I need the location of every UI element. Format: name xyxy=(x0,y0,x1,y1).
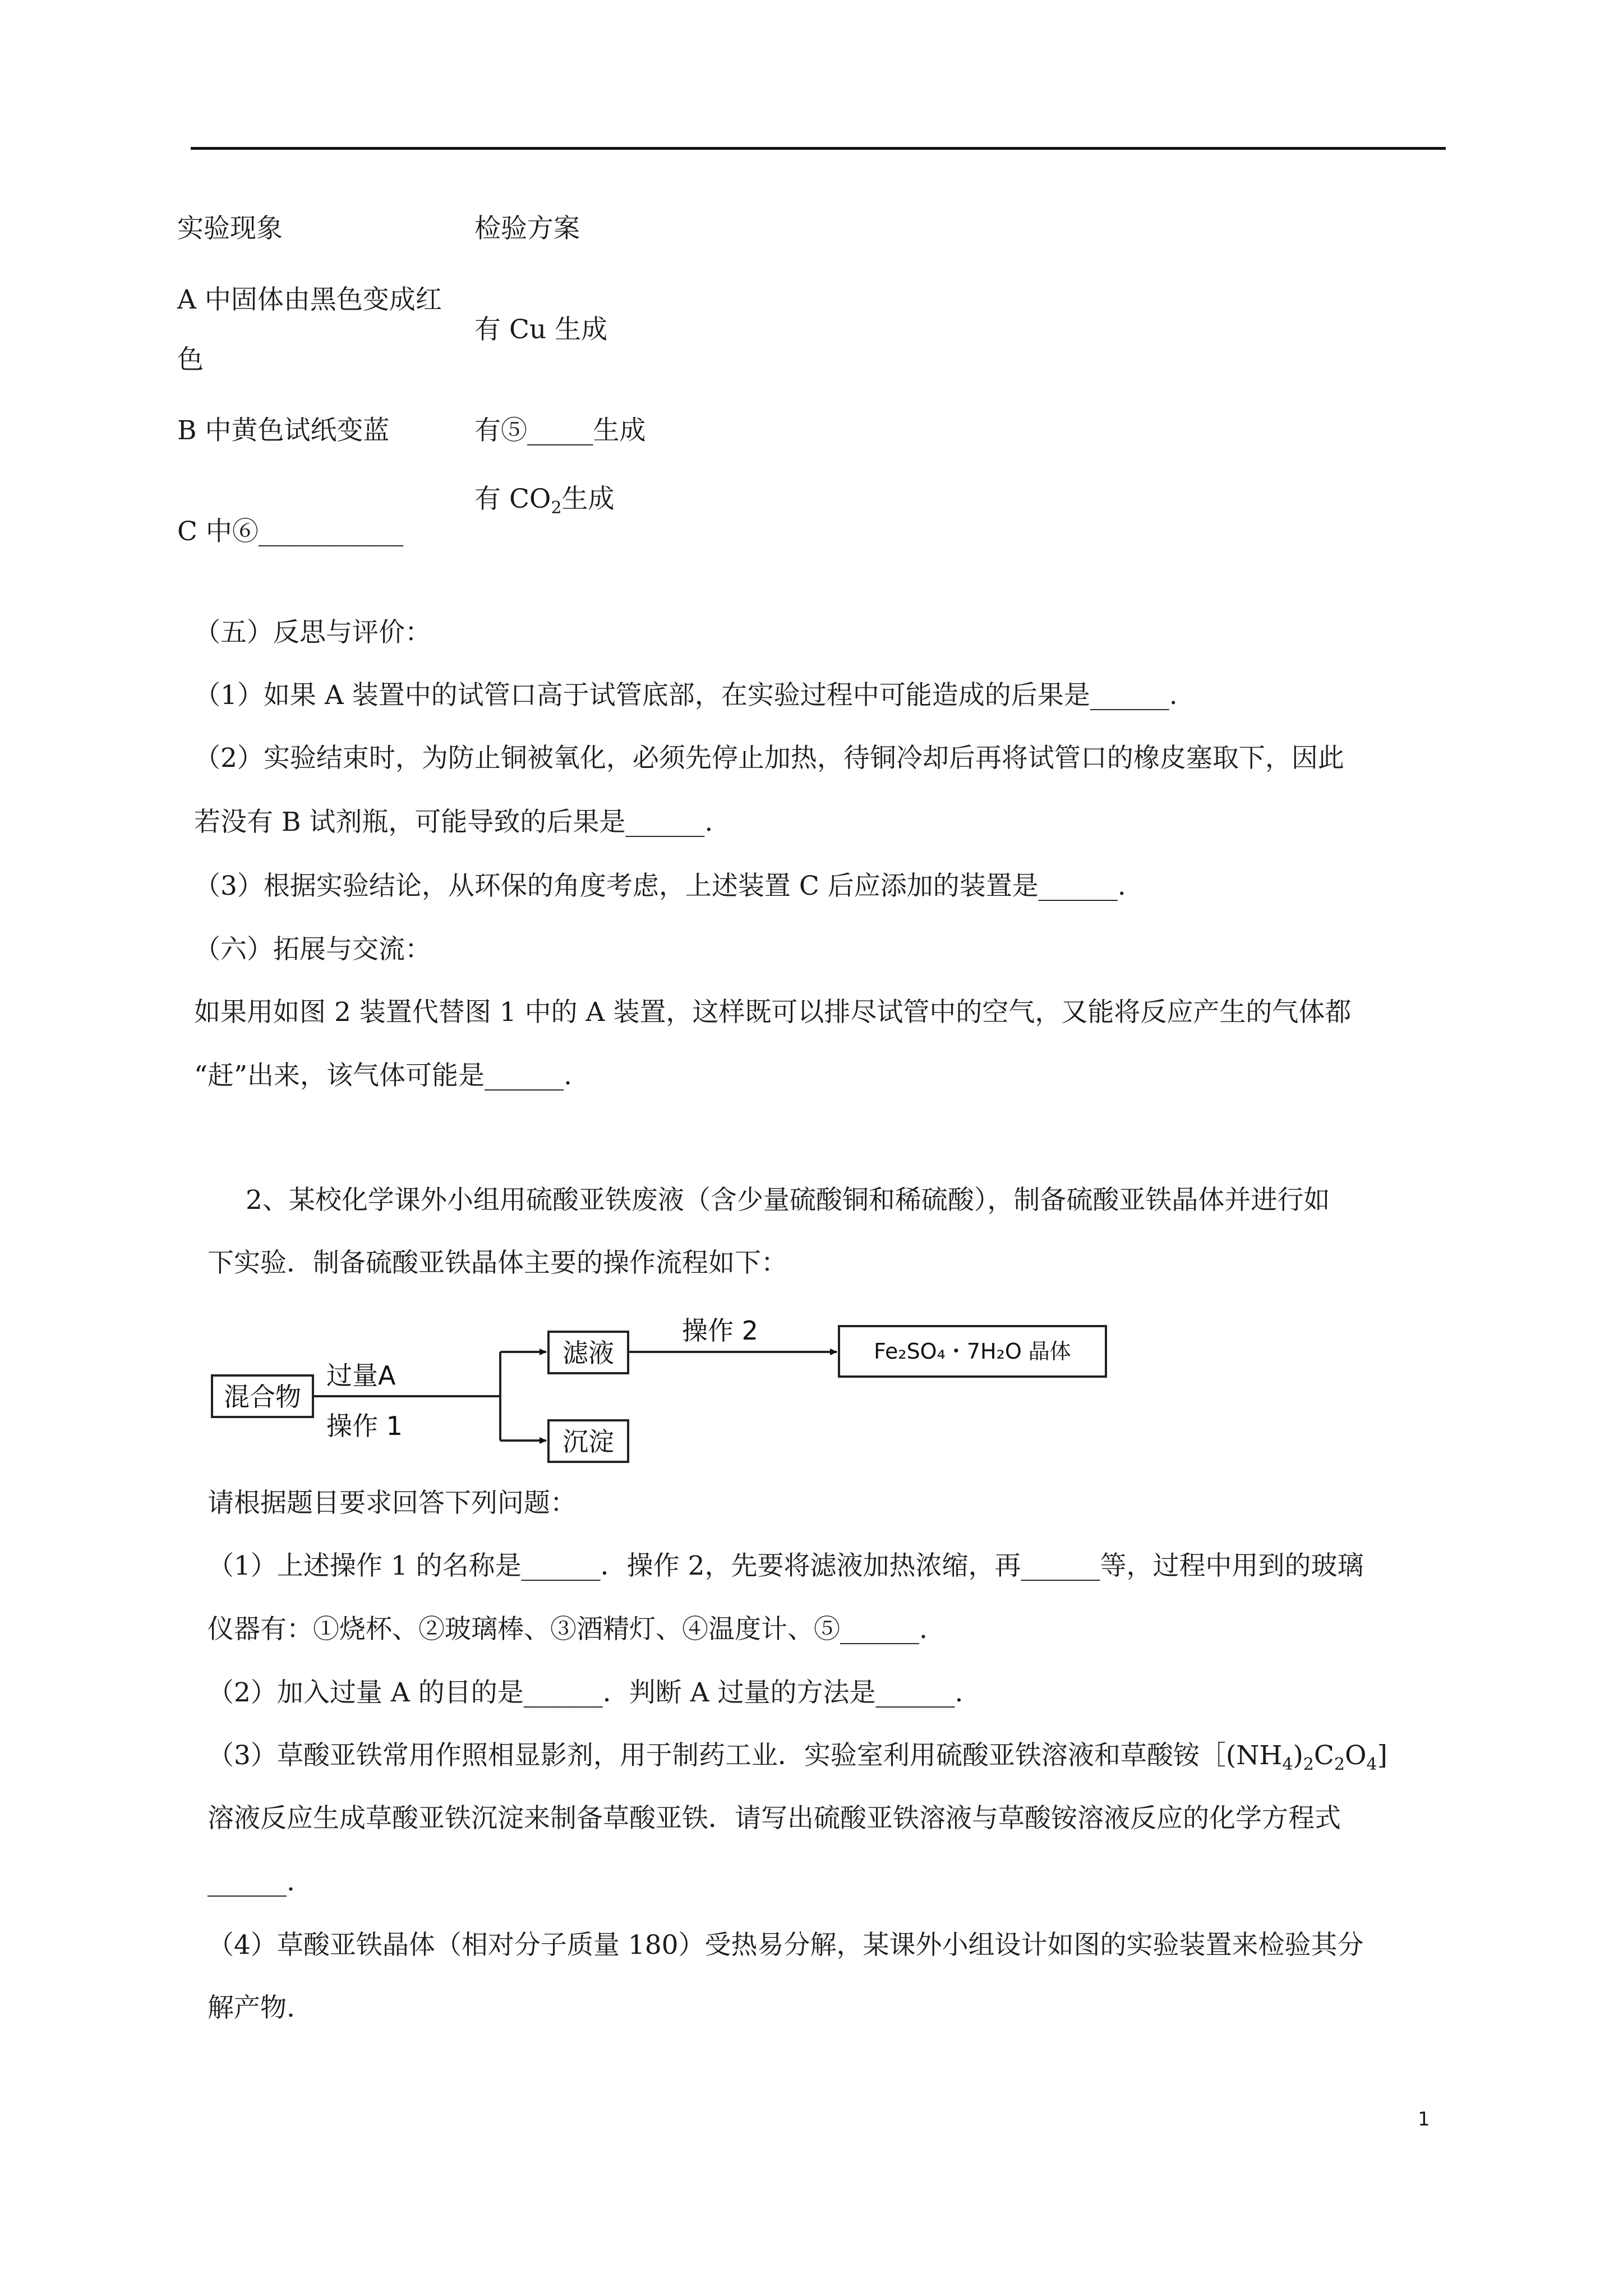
row1-phenomenon-line1: A 中固体由黑色变成红 xyxy=(177,284,442,315)
flow-filtrate-label: 滤液 xyxy=(562,1338,614,1368)
row2-phenomenon: B 中黄色试纸变蓝 xyxy=(177,415,390,446)
header-rule xyxy=(191,147,1446,150)
questions-prompt: 请根据题目要求回答下列问题： xyxy=(208,1488,577,1519)
questions-q4-line2: 解产物. xyxy=(208,1993,295,2023)
flow-op2-label: 操作 2 xyxy=(682,1315,758,1346)
row3-phenomenon: C 中⑥___________ xyxy=(177,516,404,547)
questions-q3-line3: ______. xyxy=(208,1866,295,1897)
questions-q4-line1: （4）草酸亚铁晶体（相对分子质量 180）受热易分解，某课外小组设计如图的实验装置来检验其分 xyxy=(208,1930,1364,1961)
section5-q2-line1: （2）实验结束时，为防止铜被氧化，必须先停止加热，待铜冷却后再将试管口的橡皮塞取下，因此 xyxy=(194,743,1344,774)
flowchart xyxy=(208,1313,1116,1475)
questions-q1-line1: （1）上述操作 1 的名称是______．操作 2，先要将滤液加热浓缩，再______等，过程中用到的玻璃 xyxy=(208,1550,1364,1581)
row3-conclusion: 有 $CO_2$生成 xyxy=(474,484,615,518)
flow-reagent-label: 过量A xyxy=(326,1360,396,1391)
flow-op1-label: 操作 1 xyxy=(326,1411,403,1441)
section5-q2-line2: 若没有 B 试剂瓶，可能导致的后果是______. xyxy=(194,807,713,838)
section5-heading: （五）反思与评价： xyxy=(194,617,431,648)
section5-q1: （1）如果 A 装置中的试管口高于试管底部，在实验过程中可能造成的后果是______. xyxy=(194,680,1178,711)
page-number: 1 xyxy=(1418,2108,1430,2131)
section6-line1: 如果用如图 2 装置代替图 1 中的 A 装置，这样既可以排尽试管中的空气，又能将反应产生的气体都 xyxy=(194,997,1352,1028)
row2-conclusion: 有⑤_____生成 xyxy=(474,415,646,446)
problem2-intro-line2: 下实验．制备硫酸亚铁晶体主要的操作流程如下： xyxy=(208,1248,787,1278)
questions-q3-line1: （3）草酸亚铁常用作照相显影剂，用于制药工业．实验室利用硫酸亚铁溶液和草酸铵$[(NH_4)_2C_2O_4$] xyxy=(208,1740,1387,1774)
section6-heading: （六）拓展与交流： xyxy=(194,934,431,965)
flow-mixture-label: 混合物 xyxy=(224,1382,301,1412)
table-header-scheme: 检验方案 xyxy=(474,213,580,244)
table-header-phenomenon: 实验现象 xyxy=(177,213,283,244)
questions-q3-line2: 溶液反应生成草酸亚铁沉淀来制备草酸亚铁．请写出硫酸亚铁溶液与草酸铵溶液反应的化学方程式 xyxy=(208,1803,1341,1834)
problem2-intro-line1: 2、某校化学课外小组用硫酸亚铁废液（含少量硫酸铜和稀硫酸），制备硫酸亚铁晶体并进行如 xyxy=(246,1185,1330,1216)
section6-line2: “赶”出来，该气体可能是______. xyxy=(194,1060,572,1091)
section5-q3: （3）根据实验结论，从环保的角度考虑，上述装置 C 后应添加的装置是______. xyxy=(194,871,1126,901)
flow-precipitate-label: 沉淀 xyxy=(562,1427,614,1457)
row1-phenomenon-line2: 色 xyxy=(177,344,204,375)
flow-product-label: Fe₂SO₄・7H₂O 晶体 xyxy=(874,1339,1071,1364)
questions-q1-line2: 仪器有：①烧杯、②玻璃棒、③酒精灯、④温度计、⑤______. xyxy=(208,1614,928,1645)
questions-q2: （2）加入过量 A 的目的是______．判断 A 过量的方法是______. xyxy=(208,1677,963,1708)
row1-conclusion: 有 Cu 生成 xyxy=(474,314,608,345)
